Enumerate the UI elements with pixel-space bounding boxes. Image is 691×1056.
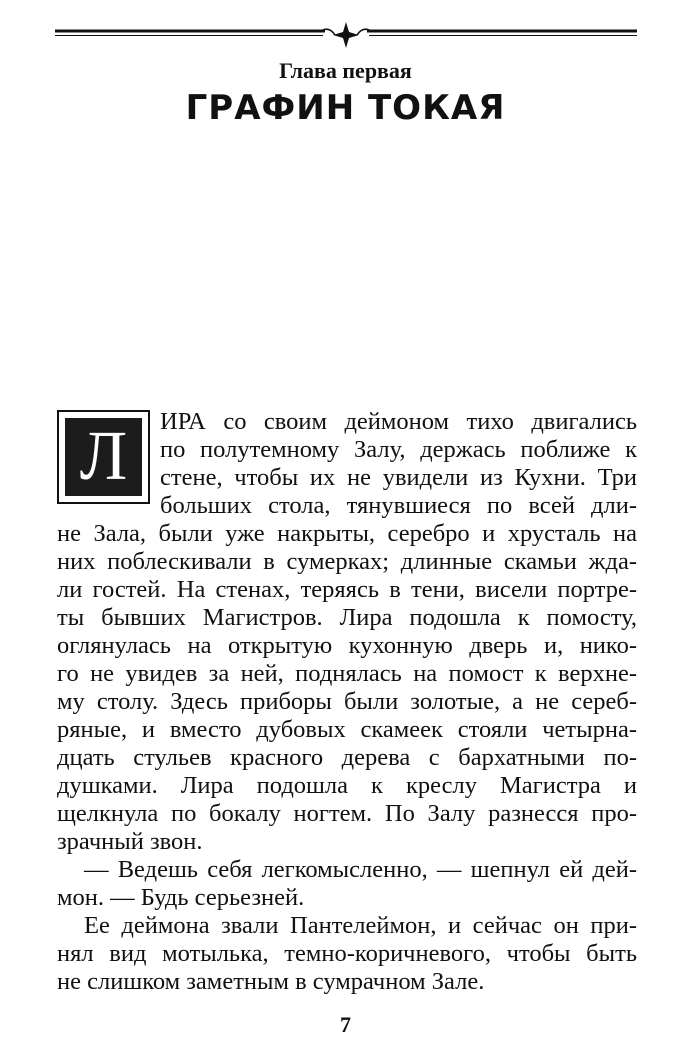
text-line: мон. — Будь серьезней. xyxy=(57,884,305,911)
drop-cap-background xyxy=(65,418,142,496)
text-line: по полутемному Залу, держась поближе к xyxy=(160,436,637,463)
text-line: душками. Лира подошла к креслу Магистра и xyxy=(57,772,637,799)
text-line: ИРА со своим деймоном тихо двигались xyxy=(160,408,637,435)
text-line: дцать стульев красного дерева с бархатными по- xyxy=(57,744,637,771)
star-ornament-icon xyxy=(333,22,359,48)
page-number: 7 xyxy=(340,1012,351,1037)
chapter-title: ГРАФИН ТОКАЯ xyxy=(185,88,506,128)
text-line: нял вид мотылька, темно-коричневого, чтобы быть xyxy=(57,940,637,967)
text-line: го не увидев за ней, поднялась на помост к верхне- xyxy=(57,660,637,687)
text-line: них поблескивали в сумерках; длинные скамьи жда- xyxy=(57,548,637,575)
text-line: ты бывших Магистров. Лира подошла к помосту, xyxy=(57,604,637,631)
drop-cap xyxy=(57,410,150,504)
chapter-label: Глава первая xyxy=(279,58,412,83)
drop-cap-letter: Л xyxy=(79,418,128,495)
ornament-rule xyxy=(55,22,637,48)
text-line: щелкнула по бокалу ногтем. По Залу разнесся про- xyxy=(57,800,637,827)
text-line: зрачный звон. xyxy=(57,828,203,855)
text-line: ли гостей. На стенах, теряясь в тени, висели портре- xyxy=(57,576,637,603)
text-line: — Ведешь себя легкомысленно, — шепнул ей дей- xyxy=(84,856,637,883)
text-line: ряные, и вместо дубовых скамеек стояли четырна- xyxy=(57,716,637,743)
text-line: больших стола, тянувшиеся по всей дли- xyxy=(160,492,637,519)
text-line: стене, чтобы их не увидели из Кухни. Три xyxy=(160,464,637,491)
text-line: му столу. Здесь приборы были золотые, а не сереб- xyxy=(57,688,637,715)
text-line: оглянулась на открытую кухонную дверь и, нико- xyxy=(57,632,637,659)
text-line: не слишком заметным в сумрачном Зале. xyxy=(57,968,485,995)
text-line: Ее деймона звали Пантелеймон, и сейчас он при- xyxy=(84,912,637,939)
text-line: не Зала, были уже накрыты, серебро и хрусталь на xyxy=(57,520,637,547)
